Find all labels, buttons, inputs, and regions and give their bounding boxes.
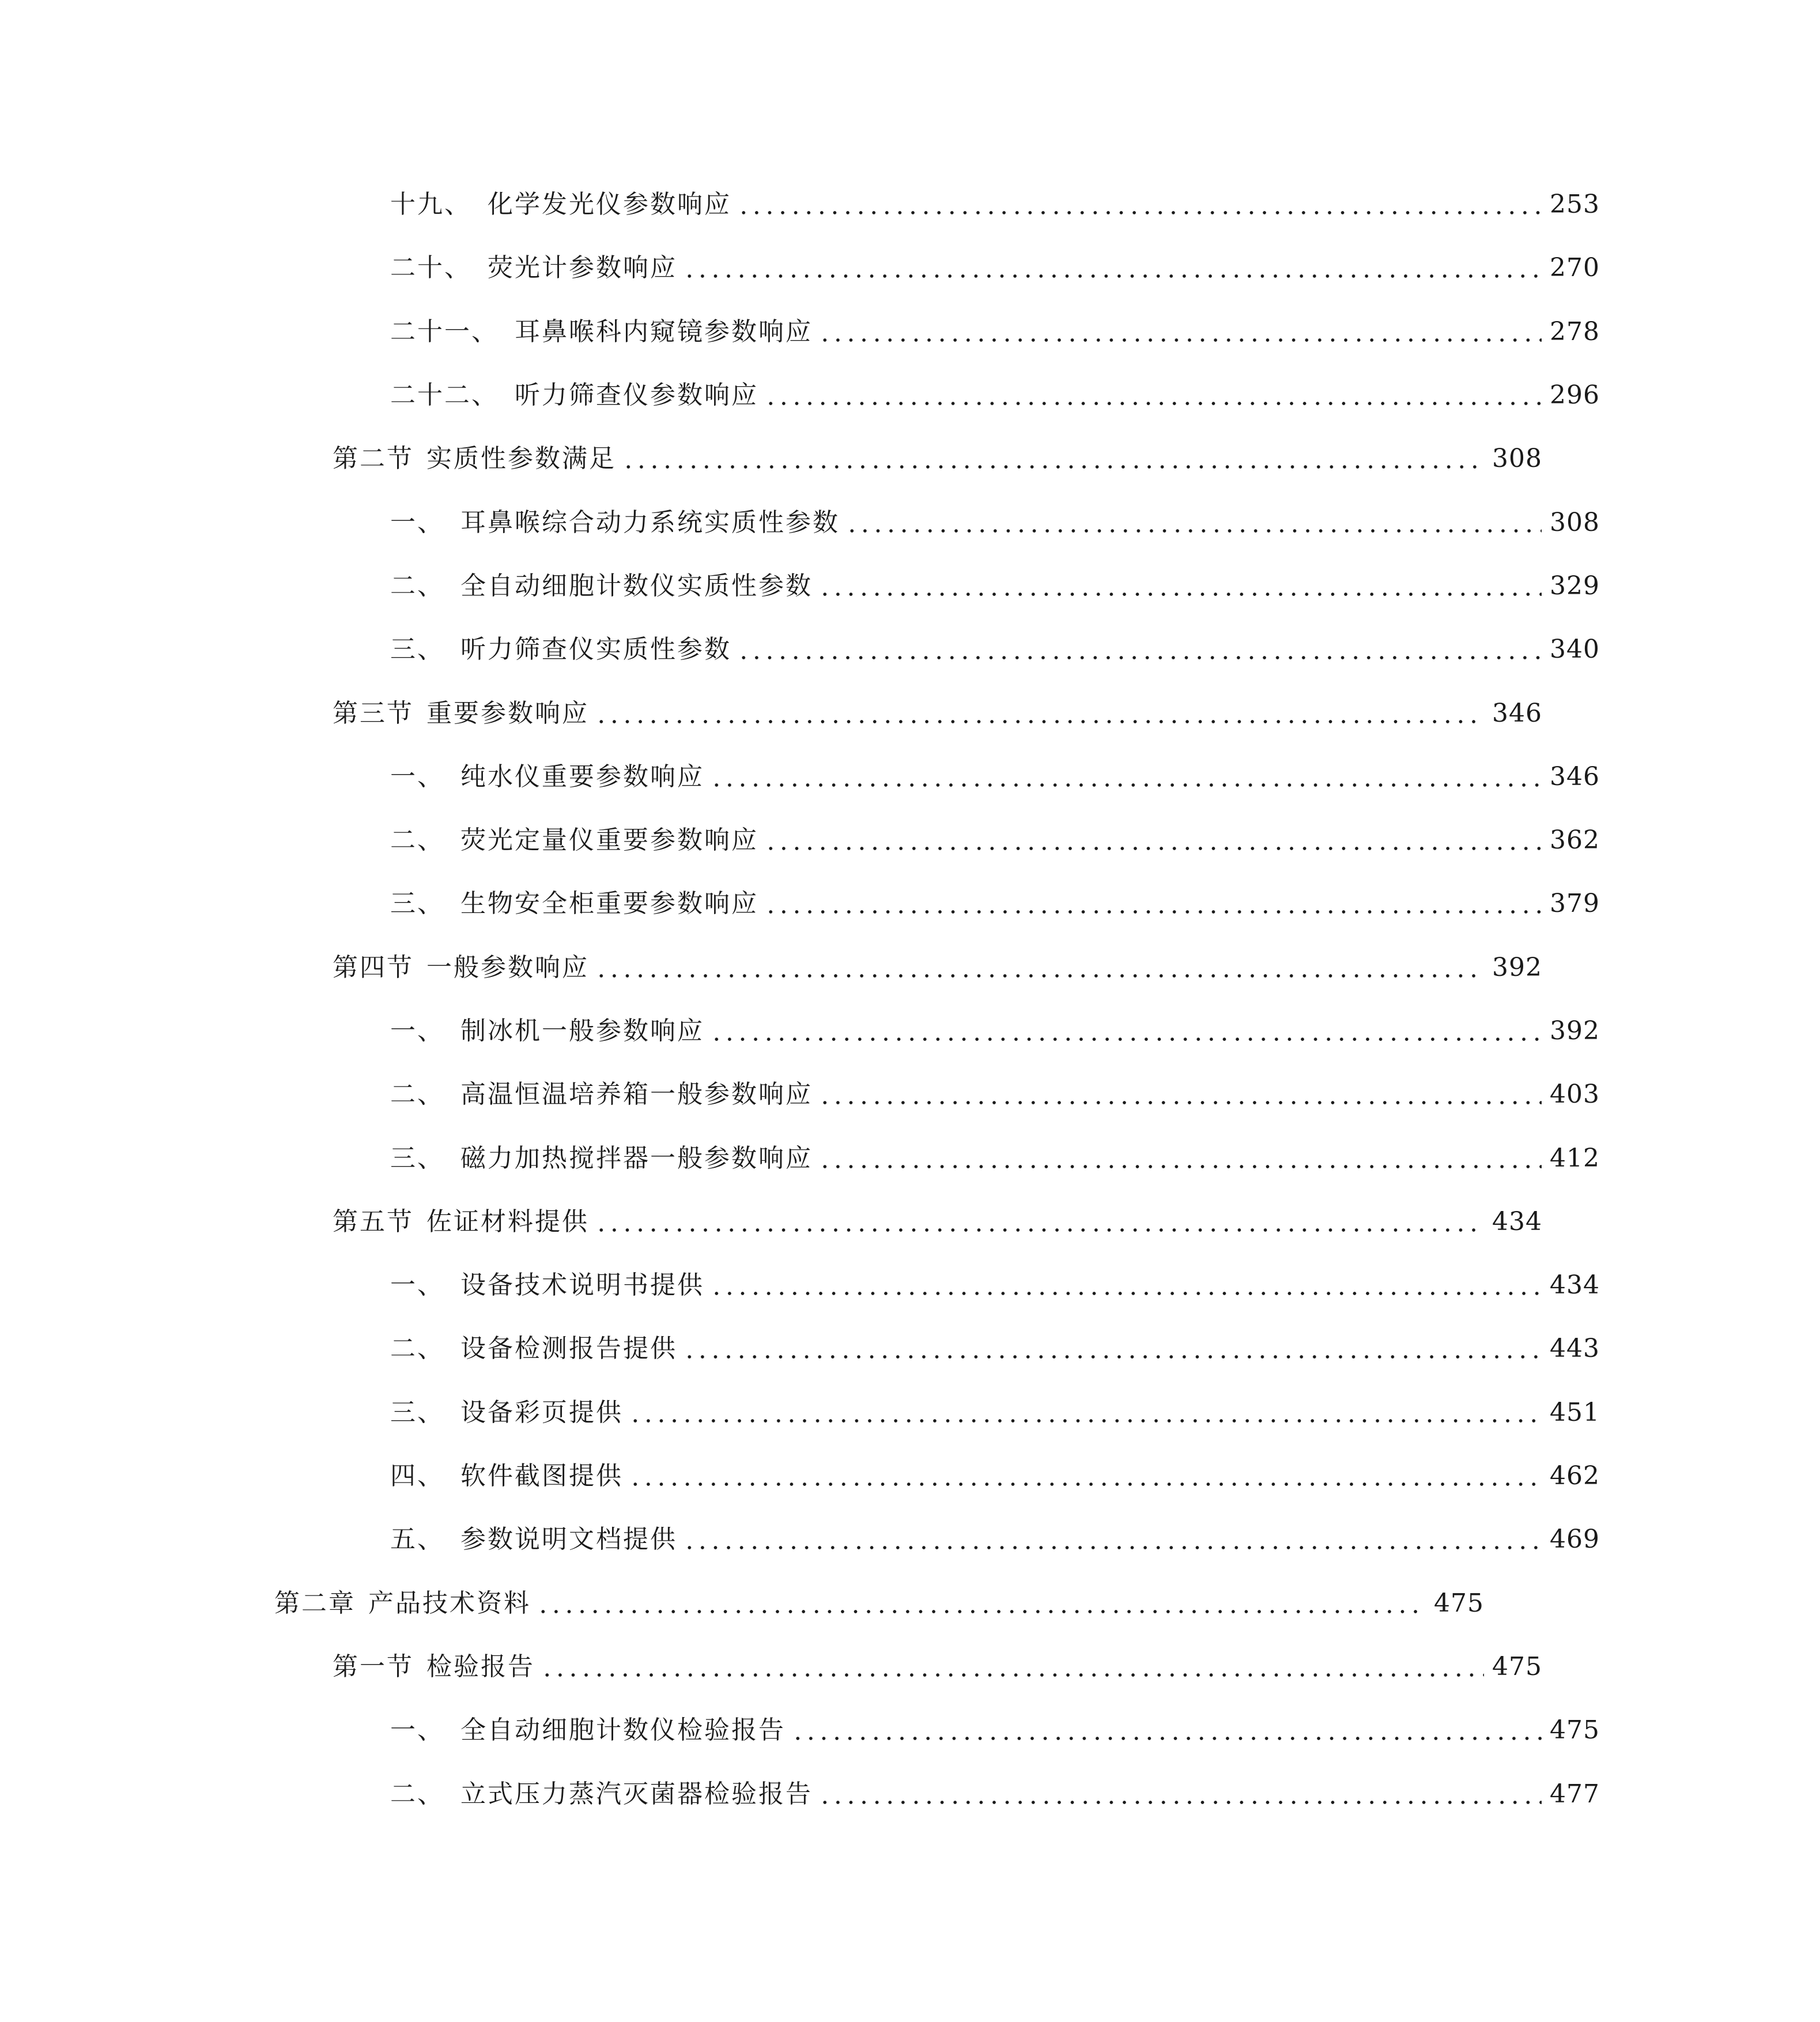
toc-entry-page: 329 [1550,571,1600,601]
toc-entry-page: 340 [1550,635,1600,665]
toc-entry-title: 检验报告 [426,1651,535,1681]
table-of-contents [0,173,1600,1826]
toc-entry[interactable] [0,1699,1820,1762]
toc-entry[interactable] [0,1190,1762,1254]
toc-entry-number: 三、 [390,889,444,919]
dot-leader [737,192,1542,217]
toc-entry[interactable] [0,173,1820,236]
toc-entry[interactable] [0,936,1762,999]
toc-entry-title: 听力筛查仪参数响应 [515,380,758,410]
toc-entry-page: 412 [1550,1143,1600,1173]
toc-entry-number: 第二节 [333,444,414,474]
toc-entry-page: 443 [1550,1334,1600,1364]
toc-entry-page: 278 [1550,316,1600,346]
toc-entry-number: 二、 [390,1779,444,1809]
toc-entry-page: 451 [1550,1397,1600,1427]
dot-leader [710,1273,1542,1298]
toc-entry-number: 二、 [390,571,444,601]
toc-entry-number: 一、 [390,1715,444,1745]
toc-entry-number: 第二章 [274,1588,356,1618]
dot-leader [764,891,1542,916]
toc-entry-page: 346 [1492,698,1542,728]
dot-leader [818,1782,1542,1807]
toc-entry-number: 二十、 [390,253,471,283]
toc-entry-page: 253 [1550,190,1600,220]
toc-entry-title: 听力筛查仪实质性参数 [460,635,731,665]
toc-entry-number: 一、 [390,761,444,791]
toc-entry[interactable] [0,745,1820,809]
dot-leader [791,1718,1542,1743]
toc-entry-page: 477 [1550,1779,1600,1809]
toc-entry-page: 296 [1550,380,1600,410]
toc-entry-title: 重要参数响应 [426,698,589,728]
toc-entry-title: 参数说明文档提供 [460,1525,677,1555]
toc-entry-title: 全自动细胞计数仪检验报告 [460,1715,786,1745]
dot-leader [764,383,1542,408]
toc-entry-title: 实质性参数满足 [426,444,616,474]
toc-entry-number: 第一节 [333,1651,414,1681]
toc-entry[interactable] [0,491,1820,554]
toc-entry-number: 一、 [390,507,444,537]
toc-entry-number: 三、 [390,1143,444,1173]
dot-leader [595,1209,1484,1235]
toc-entry-number: 三、 [390,1397,444,1427]
toc-entry[interactable] [0,1126,1820,1190]
toc-entry-page: 270 [1550,253,1600,283]
toc-entry-page: 308 [1492,444,1542,474]
toc-entry-title: 制冰机一般参数响应 [460,1016,704,1046]
toc-entry-title: 荧光计参数响应 [488,253,677,283]
toc-entry[interactable] [0,809,1820,872]
toc-entry-title: 耳鼻喉综合动力系统实质性参数 [460,507,840,537]
toc-entry-number: 第四节 [333,952,414,982]
dot-leader [845,510,1542,535]
toc-entry[interactable] [0,681,1762,745]
dot-leader [818,319,1542,345]
toc-entry-page: 308 [1550,507,1600,537]
toc-entry[interactable] [0,1635,1762,1699]
toc-entry[interactable] [0,1572,1704,1635]
toc-entry-page: 392 [1492,952,1542,982]
toc-entry-number: 四、 [390,1461,444,1491]
toc-entry-page: 403 [1550,1080,1600,1110]
toc-entry-number: 二十一、 [390,316,499,346]
toc-entry[interactable] [0,1508,1820,1571]
toc-entry-page: 434 [1492,1206,1542,1236]
toc-entry[interactable] [0,236,1820,300]
dot-leader [818,1082,1542,1107]
toc-entry-number: 二、 [390,1080,444,1110]
toc-entry[interactable] [0,364,1820,427]
toc-entry-title: 纯水仪重要参数响应 [460,761,704,791]
toc-entry-page: 346 [1550,761,1600,791]
toc-entry-number: 三、 [390,635,444,665]
toc-entry-number: 十九、 [390,190,471,220]
toc-entry-page: 434 [1550,1270,1600,1300]
dot-leader [622,446,1484,471]
toc-entry[interactable] [0,427,1762,491]
toc-entry[interactable] [0,999,1820,1063]
toc-entry-title: 产品技术资料 [368,1588,531,1618]
dot-leader [710,764,1542,790]
dot-leader [537,1591,1426,1616]
toc-entry-number: 第五节 [333,1206,414,1236]
toc-entry-page: 362 [1550,825,1600,855]
toc-entry[interactable] [0,618,1820,681]
dot-leader [737,637,1542,662]
toc-entry-number: 一、 [390,1016,444,1046]
dot-leader [683,255,1542,281]
toc-entry-title: 磁力加热搅拌器一般参数响应 [460,1143,813,1173]
toc-entry-number: 二十二、 [390,380,499,410]
toc-entry-page: 475 [1492,1651,1542,1681]
dot-leader [710,1018,1542,1044]
dot-leader [595,955,1484,980]
toc-entry-number: 五、 [390,1525,444,1555]
toc-entry[interactable] [0,1762,1820,1825]
toc-entry-number: 第三节 [333,698,414,728]
toc-entry-title: 设备技术说明书提供 [460,1270,704,1300]
toc-entry-title: 全自动细胞计数仪实质性参数 [460,571,813,601]
dot-leader [629,1463,1542,1489]
toc-entry-title: 一般参数响应 [426,952,589,982]
toc-entry-page: 379 [1550,889,1600,919]
toc-entry-page: 475 [1434,1588,1484,1618]
toc-entry-title: 软件截图提供 [460,1461,623,1491]
dot-leader [541,1654,1484,1680]
toc-entry-page: 469 [1550,1525,1600,1555]
toc-entry-title: 立式压力蒸汽灭菌器检验报告 [460,1779,813,1809]
dot-leader [764,828,1542,853]
toc-entry-title: 耳鼻喉科内窥镜参数响应 [515,316,813,346]
toc-entry-title: 高温恒温培养箱一般参数响应 [460,1080,813,1110]
toc-entry[interactable] [0,1317,1820,1380]
toc-entry[interactable] [0,1381,1820,1444]
toc-entry-title: 设备检测报告提供 [460,1334,677,1364]
toc-entry-page: 462 [1550,1461,1600,1491]
dot-leader [818,574,1542,599]
dot-leader [629,1400,1542,1425]
toc-entry-title: 设备彩页提供 [460,1397,623,1427]
dot-leader [683,1527,1542,1552]
toc-entry-title: 佐证材料提供 [426,1206,589,1236]
dot-leader [595,701,1484,726]
toc-entry-number: 一、 [390,1270,444,1300]
toc-entry[interactable] [0,554,1820,618]
toc-entry-number: 二、 [390,1334,444,1364]
toc-entry-title: 化学发光仪参数响应 [488,190,731,220]
toc-entry[interactable] [0,872,1820,935]
dot-leader [683,1336,1542,1361]
toc-entry-title: 荧光定量仪重要参数响应 [460,825,758,855]
toc-entry[interactable] [0,1254,1820,1317]
toc-entry[interactable] [0,1063,1820,1126]
toc-entry-number: 二、 [390,825,444,855]
toc-entry-page: 392 [1550,1016,1600,1046]
toc-entry-title: 生物安全柜重要参数响应 [460,889,758,919]
toc-entry-page: 475 [1550,1715,1600,1745]
toc-entry[interactable] [0,1444,1820,1508]
dot-leader [818,1146,1542,1171]
toc-entry[interactable] [0,300,1820,364]
